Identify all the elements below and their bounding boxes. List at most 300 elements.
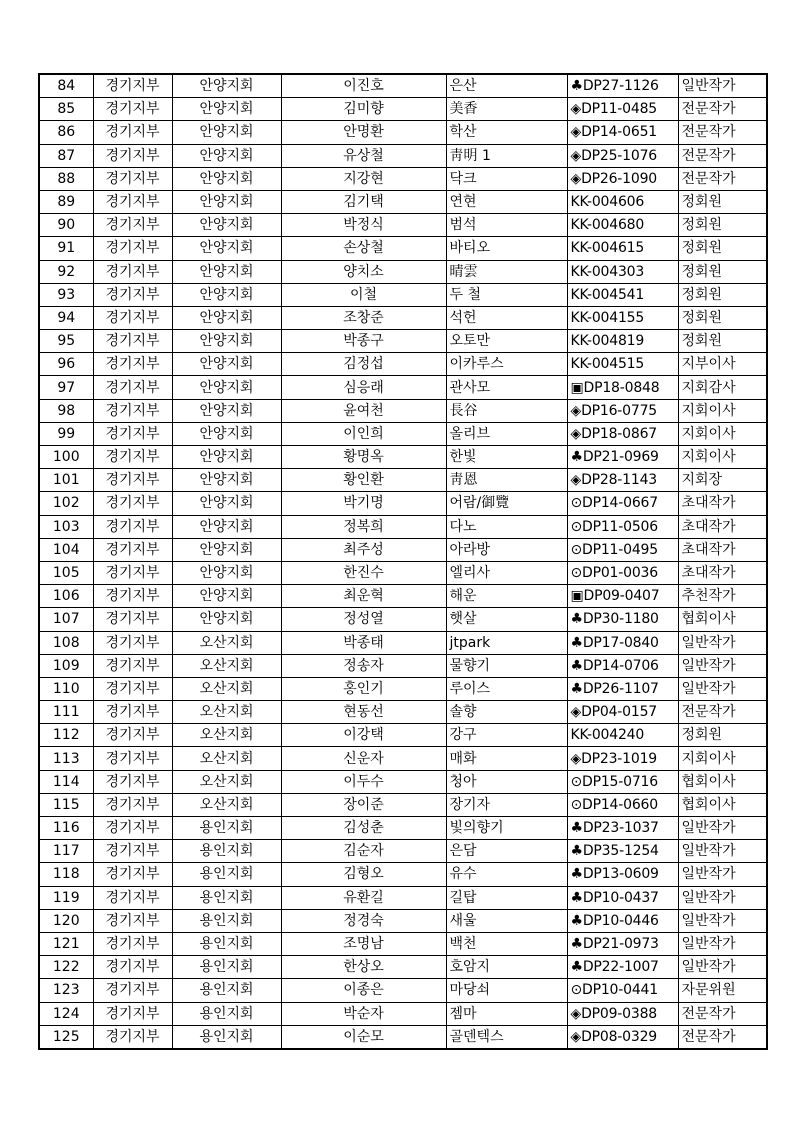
chapter-cell: 안양지회 [172,144,281,167]
pen-name-cell: 물향기 [446,654,567,677]
branch-cell: 경기지부 [93,330,172,353]
pen-name-cell: 靑明 1 [446,144,567,167]
row-number: 104 [39,538,93,561]
pen-name-cell: 오토만 [446,330,567,353]
member-code-cell: ⊙DP11-0495 [567,538,678,561]
branch-cell: 경기지부 [93,840,172,863]
table-row [39,237,767,260]
grade-cell: 정회원 [678,260,767,283]
table-row [39,469,767,492]
row-number: 94 [39,306,93,329]
branch-cell: 경기지부 [93,492,172,515]
table-row [39,817,767,840]
grade-cell: 일반작가 [678,817,767,840]
member-code-cell: ♣DP30-1180 [567,608,678,631]
branch-cell: 경기지부 [93,909,172,932]
pen-name-cell: 靑恩 [446,469,567,492]
table-row [39,770,767,793]
grade-cell: 전문작가 [678,167,767,190]
grade-cell: 지회감사 [678,376,767,399]
grade-cell: 정회원 [678,237,767,260]
row-number: 117 [39,840,93,863]
row-number: 93 [39,283,93,306]
pen-name-cell: 젬마 [446,1002,567,1025]
pen-name-cell: 루이스 [446,677,567,700]
member-name-cell: 한진수 [281,561,446,584]
member-code-cell: KK-004541 [567,283,678,306]
table-row [39,585,767,608]
table-row [39,608,767,631]
branch-cell: 경기지부 [93,353,172,376]
table-row [39,1025,767,1049]
chapter-cell: 안양지회 [172,561,281,584]
table-row [39,561,767,584]
member-name-cell: 양치소 [281,260,446,283]
member-name-cell: 최운혁 [281,585,446,608]
member-name-cell: 정복희 [281,515,446,538]
member-code-cell: ♣DP21-0973 [567,932,678,955]
table-row [39,979,767,1002]
chapter-cell: 안양지회 [172,121,281,144]
table-body [39,74,767,1049]
member-name-cell: 황인환 [281,469,446,492]
chapter-cell: 안양지회 [172,492,281,515]
member-name-cell: 이순모 [281,1025,446,1049]
member-code-cell: KK-004303 [567,260,678,283]
grade-cell: 지회이사 [678,399,767,422]
grade-cell: 초대작가 [678,538,767,561]
table-row [39,793,767,816]
row-number: 91 [39,237,93,260]
pen-name-cell: 강구 [446,724,567,747]
member-code-cell: ◈DP23-1019 [567,747,678,770]
grade-cell: 정회원 [678,190,767,213]
member-code-cell: ◈DP09-0388 [567,1002,678,1025]
table-row [39,840,767,863]
grade-cell: 협회이사 [678,793,767,816]
pen-name-cell: 아라방 [446,538,567,561]
member-name-cell: 박종구 [281,330,446,353]
member-name-cell: 한상오 [281,956,446,979]
grade-cell: 일반작가 [678,863,767,886]
member-name-cell: 김정섭 [281,353,446,376]
chapter-cell: 오산지회 [172,747,281,770]
grade-cell: 정회원 [678,724,767,747]
pen-name-cell: 범석 [446,214,567,237]
member-name-cell: 홍인기 [281,677,446,700]
branch-cell: 경기지부 [93,283,172,306]
branch-cell: 경기지부 [93,260,172,283]
row-number: 110 [39,677,93,700]
member-name-cell: 정경숙 [281,909,446,932]
pen-name-cell: 두 철 [446,283,567,306]
pen-name-cell: 마당쇠 [446,979,567,1002]
grade-cell: 정회원 [678,330,767,353]
row-number: 99 [39,422,93,445]
table-row [39,701,767,724]
member-name-cell: 조창준 [281,306,446,329]
member-name-cell: 김기택 [281,190,446,213]
grade-cell: 지회장 [678,469,767,492]
grade-cell: 지회이사 [678,446,767,469]
pen-name-cell: 유수 [446,863,567,886]
chapter-cell: 안양지회 [172,330,281,353]
row-number: 122 [39,956,93,979]
branch-cell: 경기지부 [93,469,172,492]
member-code-cell: ⊙DP01-0036 [567,561,678,584]
member-name-cell: 이강택 [281,724,446,747]
table-row [39,724,767,747]
table-row [39,330,767,353]
table-row [39,74,767,98]
member-code-cell: ◈DP11-0485 [567,98,678,121]
chapter-cell: 안양지회 [172,469,281,492]
table-row [39,353,767,376]
member-name-cell: 심응래 [281,376,446,399]
row-number: 96 [39,353,93,376]
row-number: 87 [39,144,93,167]
member-code-cell: ▣DP09-0407 [567,585,678,608]
table-row [39,492,767,515]
member-code-cell: ♣DP10-0437 [567,886,678,909]
grade-cell: 일반작가 [678,677,767,700]
member-name-cell: 김성춘 [281,817,446,840]
row-number: 125 [39,1025,93,1049]
grade-cell: 정회원 [678,306,767,329]
row-number: 114 [39,770,93,793]
pen-name-cell: 새울 [446,909,567,932]
branch-cell: 경기지부 [93,538,172,561]
branch-cell: 경기지부 [93,561,172,584]
pen-name-cell: 美香 [446,98,567,121]
pen-name-cell: 학산 [446,121,567,144]
row-number: 92 [39,260,93,283]
grade-cell: 일반작가 [678,654,767,677]
row-number: 118 [39,863,93,886]
branch-cell: 경기지부 [93,817,172,840]
chapter-cell: 오산지회 [172,701,281,724]
branch-cell: 경기지부 [93,932,172,955]
pen-name-cell: 한빛 [446,446,567,469]
chapter-cell: 용인지회 [172,863,281,886]
member-name-cell: 이인희 [281,422,446,445]
member-name-cell: 박정식 [281,214,446,237]
branch-cell: 경기지부 [93,98,172,121]
grade-cell: 초대작가 [678,515,767,538]
chapter-cell: 안양지회 [172,167,281,190]
chapter-cell: 안양지회 [172,306,281,329]
chapter-cell: 안양지회 [172,399,281,422]
row-number: 85 [39,98,93,121]
member-name-cell: 정송자 [281,654,446,677]
member-name-cell: 이진호 [281,74,446,98]
member-code-cell: ◈DP28-1143 [567,469,678,492]
chapter-cell: 안양지회 [172,376,281,399]
branch-cell: 경기지부 [93,793,172,816]
chapter-cell: 용인지회 [172,1025,281,1049]
table-row [39,167,767,190]
branch-cell: 경기지부 [93,677,172,700]
row-number: 101 [39,469,93,492]
member-code-cell: ⊙DP11-0506 [567,515,678,538]
chapter-cell: 안양지회 [172,74,281,98]
pen-name-cell: 닥크 [446,167,567,190]
member-name-cell: 김형오 [281,863,446,886]
row-number: 119 [39,886,93,909]
grade-cell: 일반작가 [678,840,767,863]
member-code-cell: ♣DP26-1107 [567,677,678,700]
branch-cell: 경기지부 [93,376,172,399]
grade-cell: 전문작가 [678,1025,767,1049]
member-name-cell: 조명남 [281,932,446,955]
member-name-cell: 김순자 [281,840,446,863]
branch-cell: 경기지부 [93,724,172,747]
grade-cell: 전문작가 [678,701,767,724]
pen-name-cell: 길탑 [446,886,567,909]
member-name-cell: 지강현 [281,167,446,190]
table-row [39,538,767,561]
member-code-cell: KK-004515 [567,353,678,376]
pen-name-cell: 엘리사 [446,561,567,584]
grade-cell: 전문작가 [678,144,767,167]
grade-cell: 초대작가 [678,561,767,584]
table-row [39,306,767,329]
branch-cell: 경기지부 [93,747,172,770]
branch-cell: 경기지부 [93,237,172,260]
member-code-cell: ◈DP08-0329 [567,1025,678,1049]
row-number: 106 [39,585,93,608]
pen-name-cell: 晴雲 [446,260,567,283]
branch-cell: 경기지부 [93,422,172,445]
member-name-cell: 김미향 [281,98,446,121]
member-code-cell: ◈DP04-0157 [567,701,678,724]
table-row [39,422,767,445]
pen-name-cell: 해운 [446,585,567,608]
member-name-cell: 유상철 [281,144,446,167]
pen-name-cell: 햇살 [446,608,567,631]
chapter-cell: 용인지회 [172,1002,281,1025]
grade-cell: 일반작가 [678,886,767,909]
branch-cell: 경기지부 [93,190,172,213]
row-number: 116 [39,817,93,840]
member-code-cell: ▣DP18-0848 [567,376,678,399]
member-code-cell: ⊙DP10-0441 [567,979,678,1002]
table-row [39,1002,767,1025]
member-name-cell: 황명옥 [281,446,446,469]
row-number: 88 [39,167,93,190]
chapter-cell: 안양지회 [172,446,281,469]
grade-cell: 협회이사 [678,770,767,793]
branch-cell: 경기지부 [93,585,172,608]
member-code-cell: ⊙DP14-0667 [567,492,678,515]
row-number: 123 [39,979,93,1002]
row-number: 105 [39,561,93,584]
pen-name-cell: 관사모 [446,376,567,399]
branch-cell: 경기지부 [93,979,172,1002]
chapter-cell: 용인지회 [172,840,281,863]
grade-cell: 초대작가 [678,492,767,515]
member-code-cell: ⊙DP14-0660 [567,793,678,816]
chapter-cell: 용인지회 [172,956,281,979]
member-code-cell: ♣DP17-0840 [567,631,678,654]
table-row [39,956,767,979]
chapter-cell: 안양지회 [172,608,281,631]
pen-name-cell: 호암지 [446,956,567,979]
row-number: 124 [39,1002,93,1025]
table-row [39,214,767,237]
table-row [39,283,767,306]
grade-cell: 정회원 [678,283,767,306]
pen-name-cell: 다노 [446,515,567,538]
chapter-cell: 용인지회 [172,886,281,909]
chapter-cell: 안양지회 [172,422,281,445]
pen-name-cell: 은산 [446,74,567,98]
branch-cell: 경기지부 [93,631,172,654]
row-number: 120 [39,909,93,932]
pen-name-cell: 長谷 [446,399,567,422]
chapter-cell: 안양지회 [172,214,281,237]
chapter-cell: 안양지회 [172,353,281,376]
branch-cell: 경기지부 [93,167,172,190]
chapter-cell: 오산지회 [172,677,281,700]
chapter-cell: 안양지회 [172,538,281,561]
row-number: 108 [39,631,93,654]
member-table [38,73,768,1050]
grade-cell: 지회이사 [678,422,767,445]
chapter-cell: 오산지회 [172,770,281,793]
member-code-cell: KK-004606 [567,190,678,213]
member-name-cell: 장이준 [281,793,446,816]
member-code-cell: ◈DP25-1076 [567,144,678,167]
table-row [39,677,767,700]
row-number: 86 [39,121,93,144]
table-row [39,98,767,121]
member-code-cell: ♣DP35-1254 [567,840,678,863]
member-code-cell: ◈DP16-0775 [567,399,678,422]
grade-cell: 추천작가 [678,585,767,608]
branch-cell: 경기지부 [93,1025,172,1049]
pen-name-cell: jtpark [446,631,567,654]
row-number: 112 [39,724,93,747]
table-row [39,932,767,955]
pen-name-cell: 매화 [446,747,567,770]
member-code-cell: KK-004615 [567,237,678,260]
grade-cell: 자문위원 [678,979,767,1002]
member-name-cell: 안명환 [281,121,446,144]
chapter-cell: 안양지회 [172,260,281,283]
member-code-cell: ♣DP21-0969 [567,446,678,469]
row-number: 103 [39,515,93,538]
chapter-cell: 오산지회 [172,654,281,677]
branch-cell: 경기지부 [93,701,172,724]
pen-name-cell: 이카루스 [446,353,567,376]
chapter-cell: 안양지회 [172,515,281,538]
pen-name-cell: 은담 [446,840,567,863]
grade-cell: 일반작가 [678,932,767,955]
grade-cell: 전문작가 [678,98,767,121]
table-row [39,909,767,932]
grade-cell: 일반작가 [678,956,767,979]
member-code-cell: ♣DP10-0446 [567,909,678,932]
chapter-cell: 용인지회 [172,909,281,932]
branch-cell: 경기지부 [93,886,172,909]
row-number: 107 [39,608,93,631]
table-row [39,190,767,213]
pen-name-cell: 석헌 [446,306,567,329]
chapter-cell: 오산지회 [172,631,281,654]
member-code-cell: ♣DP27-1126 [567,74,678,98]
branch-cell: 경기지부 [93,956,172,979]
branch-cell: 경기지부 [93,863,172,886]
table-row [39,260,767,283]
chapter-cell: 안양지회 [172,585,281,608]
member-code-cell: ◈DP26-1090 [567,167,678,190]
pen-name-cell: 골덴텍스 [446,1025,567,1049]
pen-name-cell: 올리브 [446,422,567,445]
branch-cell: 경기지부 [93,515,172,538]
row-number: 115 [39,793,93,816]
table-row [39,886,767,909]
member-code-cell: KK-004155 [567,306,678,329]
pen-name-cell: 빛의향기 [446,817,567,840]
row-number: 111 [39,701,93,724]
member-code-cell: ♣DP13-0609 [567,863,678,886]
chapter-cell: 안양지회 [172,283,281,306]
table-row [39,446,767,469]
row-number: 121 [39,932,93,955]
row-number: 97 [39,376,93,399]
member-code-cell: KK-004240 [567,724,678,747]
member-name-cell: 정성열 [281,608,446,631]
member-name-cell: 박기명 [281,492,446,515]
branch-cell: 경기지부 [93,74,172,98]
member-name-cell: 현동선 [281,701,446,724]
pen-name-cell: 장기자 [446,793,567,816]
row-number: 89 [39,190,93,213]
grade-cell: 일반작가 [678,631,767,654]
grade-cell: 지부이사 [678,353,767,376]
row-number: 98 [39,399,93,422]
grade-cell: 전문작가 [678,1002,767,1025]
branch-cell: 경기지부 [93,144,172,167]
grade-cell: 정회원 [678,214,767,237]
chapter-cell: 용인지회 [172,979,281,1002]
row-number: 95 [39,330,93,353]
branch-cell: 경기지부 [93,121,172,144]
branch-cell: 경기지부 [93,306,172,329]
chapter-cell: 오산지회 [172,724,281,747]
branch-cell: 경기지부 [93,654,172,677]
row-number: 102 [39,492,93,515]
table-row [39,515,767,538]
member-name-cell: 박종태 [281,631,446,654]
chapter-cell: 용인지회 [172,932,281,955]
row-number: 90 [39,214,93,237]
chapter-cell: 안양지회 [172,98,281,121]
branch-cell: 경기지부 [93,214,172,237]
table-row [39,144,767,167]
member-name-cell: 박순자 [281,1002,446,1025]
branch-cell: 경기지부 [93,446,172,469]
pen-name-cell: 백천 [446,932,567,955]
branch-cell: 경기지부 [93,399,172,422]
row-number: 109 [39,654,93,677]
pen-name-cell: 솔향 [446,701,567,724]
chapter-cell: 안양지회 [172,237,281,260]
member-name-cell: 이철 [281,283,446,306]
chapter-cell: 안양지회 [172,190,281,213]
member-code-cell: ⊙DP15-0716 [567,770,678,793]
